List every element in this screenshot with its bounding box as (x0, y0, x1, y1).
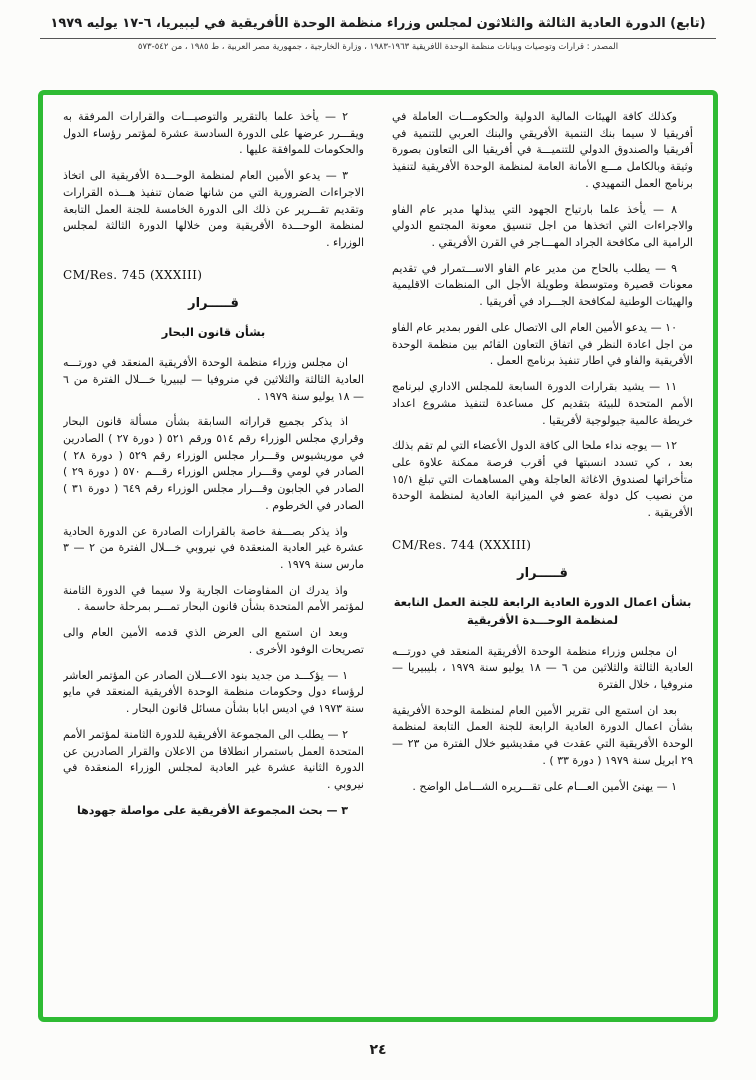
paragraph: ١٠ — يدعو الأمين العام الى الاتصال على الفور بمدير عام الفاو من اجل اعادة النظر في اتفاق التعاون القائم بين منظمة الوحدة الأفريقية والفاو في اطار تنفيذ برنامج العمل . (392, 320, 693, 368)
header-divider (40, 38, 716, 39)
column-left (63, 109, 364, 1007)
paragraph: وبعد ان استمع الى العرض الذي قدمه الأمين العام والى تصريحات الوفود الأخرى . (63, 626, 364, 656)
columns (43, 95, 713, 1017)
paragraph: ٨ — يأخذ علما بارتياح الجهود التي يبذلها مدير عام الفاو والاجراءات التي اتخذها من اجل تنسيق معونة المجتمع الدولي الرامية الى مكافحة الجراد المهـــاجر في القرن الأفريقي . (392, 202, 693, 250)
paragraph: ١١ — يشيد بقرارات الدورة السابعة للمجلس الاداري لبرنامج الأمم المتحدة للبيئة بتقديم كل مساعدة لتنفيذ مشروع اعداد خريطة عالمية جيولوجية لأفريقيا . (392, 380, 693, 427)
paragraph: ٩ — يطلب بالحاح من مدير عام الفاو الاســـتمرار في تقديم معونات قصيرة ومتوسطة وطويلة الأجل الى المنظمات الاقليمية والهيئات الوطنية لمكافحة الجـــراد في أفريقيا . (392, 261, 693, 309)
column-right (392, 109, 693, 1007)
paragraph: ١٢ — يوجه نداء ملحا الى كافة الدول الأعضاء التي لم تقم بذلك بعد ، كي تسدد انسبتها في أقرب فرصة ممكنة علاوة على متأخراتها لصندوق الاغاثة العاجلة وهي المساهمات التي تبلغ ١٥/١ من نصيب كل دولة عضو في الميزانية العادية لمنظمة الوحدة الأفريقية . (392, 439, 693, 520)
resolution-heading: قـــــرار (517, 565, 568, 581)
paragraph: ٣ — بحث المجموعة الأفريقية على مواصلة جهودها (77, 803, 348, 817)
paragraph: اذ يذكر بجميع قراراته السابقة بشأن مسألة قانون البحار وقراري مجلس الوزراء رقم ٥١٤ ورقم ٥٢١ ( دورة ٢٧ ) الصادرين في موريشيوس وقـــرار مجلس الوزراء رقم ٥٢٩ ( دورة ٢٨ ) الصادر في لومي وقـــرار مجلس الوزراء رقـــم ٥٧٠ ( دورة ٢٩ ) الصادر في الجابون وقـــرار مجلس الوزراء رقم ٦٤٩ ( دورة ٣١ ) الصادر في الخرطوم . (63, 415, 364, 512)
paragraph: بعد ان استمع الى تقرير الأمين العام لمنظمة الوحدة الأفريقية بشأن اعمال الدورة العادية الرابعة للجنة العمل التابعة لمنظمة الوحدة الأفريقية التي عقدت في مقديشيو خلال الفترة من ٢٣ — ٢٩ ابريل سنة ١٩٧٩ ( دورة ٣٣ ) . (392, 703, 693, 767)
resolution-subject: بشأن قانون البحار (161, 324, 266, 339)
content-frame (38, 90, 718, 1022)
paragraph: ٣ — يدعو الأمين العام لمنظمة الوحـــدة الأفريقية الى اتخاذ الاجراءات الضرورية التي من شانها ضمان تنفيذ هـــذه القرارات وتقديم تقـــرير عن ذلك الى الدورة الخامسة للجنة العمل التابعة لمنظمة الوحـــدة الأفريقية ومن خلالها الدورة الثالثة لمجلس الوزراء . (63, 169, 364, 250)
paragraph: واذ يذكر بصـــفة خاصة بالقرارات الصادرة عن الدورة الحادية عشرة غير العادية المنعقدة في نيروبي خـــلال الفترة من ٢ — ٣ مارس سنة ١٩٧٩ . (63, 524, 364, 572)
resolution-subject: بشأن اعمال الدورة العادية الرابعة للجنة العمل النابعة لمنظمة الوحـــدة الأفريقية (393, 594, 692, 628)
header-source: المصدر : قرارات وتوصيات وبيانات منظمة الوحدة الأفريقية ١٩٦٣-١٩٨٣ ، وزارة الخارجية ، جمهورية مصر العربية ، ط ١٩٨٥ ، من ٥٤٢-٥٧٣ (137, 41, 619, 52)
paragraph: وكذلك كافة الهيئات المالية الدولية والحكومـــات العاملة في أفريقيا لا سيما بنك التنمية الأفريقي والبنك العربي للتنمية في أفريقيا والصندوق الدولي للتنميـــة في أفريقيا الى التعاون بصورة وثيقة وبالكامل مـــع الأمانة العامة لمنظمة الوحدة الأفريقية لتنفيذ برنامج العمل التمهيدي . (392, 110, 693, 190)
document-header (40, 14, 716, 52)
resolution-reference: CM/Res. 744 (XXXIII) (392, 537, 532, 552)
resolution-reference: CM/Res. 745 (XXXIII) (63, 267, 203, 282)
paragraph: ١ — يهنئ الأمين العـــام على تقـــريره الشـــامل الواضح . (412, 779, 677, 793)
page-number: ٢٤ (369, 1042, 387, 1058)
paragraph: ان مجلس وزراء منظمة الوحدة الأفريقية المنعقد في دورتـــه العادية الثالثة والثلاثين من ٦ — ١٨ يوليو سنة ١٩٧٩ ، بليبيريا — منروفيا ، خلال الفترة (392, 644, 693, 692)
paragraph: ٢ — يأخذ علما بالتقرير والتوصيـــات والقرارات المرفقة به ويقـــرر عرضها على الدورة السادسة عشرة لمؤتمر رؤساء الدول والحكومات للموافقة عليها . (63, 110, 364, 157)
resolution-heading: قـــــرار (188, 295, 239, 311)
paragraph: ١ — يؤكـــد من جديد بنود الاعـــلان الصادر عن المؤتمر العاشر لرؤساء دول وحكومات منظمة الوحدة الأفريقية المنعقد في مايو سنة ١٩٧٣ في اديس ابابا بشأن مسائل قانون البحار . (63, 668, 364, 716)
paragraph: واذ يدرك ان المفاوضات الجارية ولا سيما في الدورة الثامنة لمؤتمر الأمم المتحدة بشأن قانون البحار تمـــر بمرحلة حاسمة . (63, 583, 364, 614)
paragraph: ٢ — يطلب الى المجموعة الأفريقية للدورة الثامنة لمؤتمر الأمم المتحدة العمل باستمرار انطلاقا من الاعلان والقرار الصادرين عن الدورة الثانية عشرة غير العادية لمجلس الوزراء المنعقدة في نيروبي . (63, 727, 364, 791)
header-title: (تابع) الدورة العادية الثالثة والثلاثون لمجلس وزراء منظمة الوحدة الأفريقية في ليبيريا، ٦-١٧ يوليه ١٩٧٩ (50, 16, 706, 31)
paragraph: ان مجلس وزراء منظمة الوحدة الأفريقية المنعقد في دورتـــه العادية الثالثة والثلاثين في منروفيا — ليبيريا خـــلال الفترة من ٦ — ١٨ يوليو سنة ١٩٧٩ . (63, 356, 364, 403)
